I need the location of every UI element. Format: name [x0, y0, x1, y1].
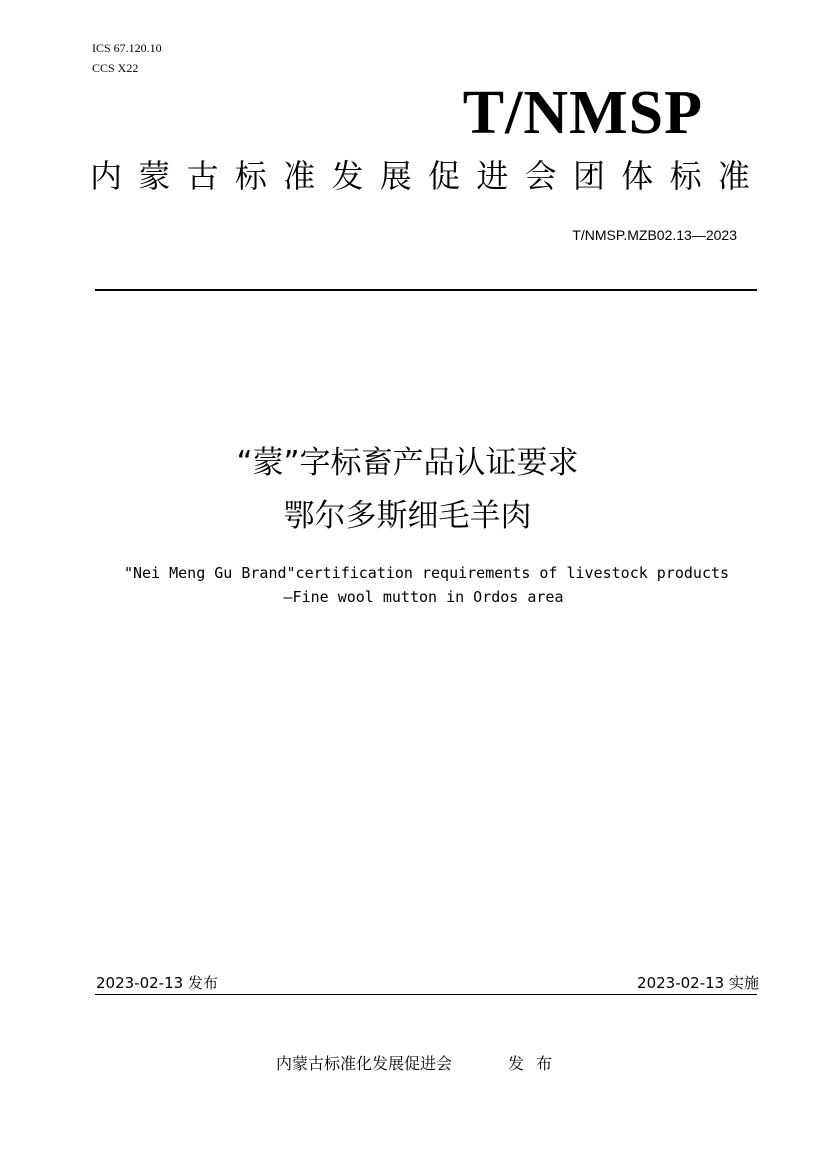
- organization-char: 准: [283, 157, 316, 195]
- organization-char: 准: [717, 157, 750, 195]
- organization-char: 团: [572, 157, 605, 195]
- ics-code: ICS 67.120.10: [92, 41, 162, 55]
- organization-char: 标: [669, 157, 702, 195]
- organization-char: 内: [90, 157, 123, 195]
- title-english-line2: —Fine wool mutton in Ordos area: [283, 588, 564, 606]
- publish-label: 发布: [508, 1054, 565, 1073]
- organization-char: 进: [476, 157, 509, 195]
- publish-date: 2023-02-13 发布: [96, 974, 218, 992]
- top-divider: [95, 289, 757, 291]
- title-chinese-line1: “蒙”字标畜产品认证要求: [236, 445, 579, 481]
- organization-char: 古: [186, 157, 219, 195]
- bottom-divider: [95, 994, 757, 995]
- organization-char: 蒙: [138, 157, 171, 195]
- organization-char: 发: [331, 157, 364, 195]
- title-chinese-line2: 鄂尔多斯细毛羊肉: [283, 498, 532, 534]
- ccs-code: CCS X22: [92, 61, 139, 75]
- organization-char: 促: [428, 157, 461, 195]
- organization-char: 标: [234, 157, 267, 195]
- organization-char: 体: [621, 157, 654, 195]
- implementation-date: 2023-02-13 实施: [637, 974, 759, 992]
- standard-number: T/NMSP.MZB02.13—2023: [572, 227, 737, 243]
- organization-name: [90, 156, 750, 196]
- organization-char: 会: [524, 157, 557, 195]
- standard-logo: T/NMSP: [462, 79, 703, 147]
- publisher-name: 内蒙古标准化发展促进会: [276, 1054, 453, 1073]
- title-english-line1: "Nei Meng Gu Brand"certification requirements of livestock products: [123, 564, 730, 582]
- organization-char: 展: [379, 157, 412, 195]
